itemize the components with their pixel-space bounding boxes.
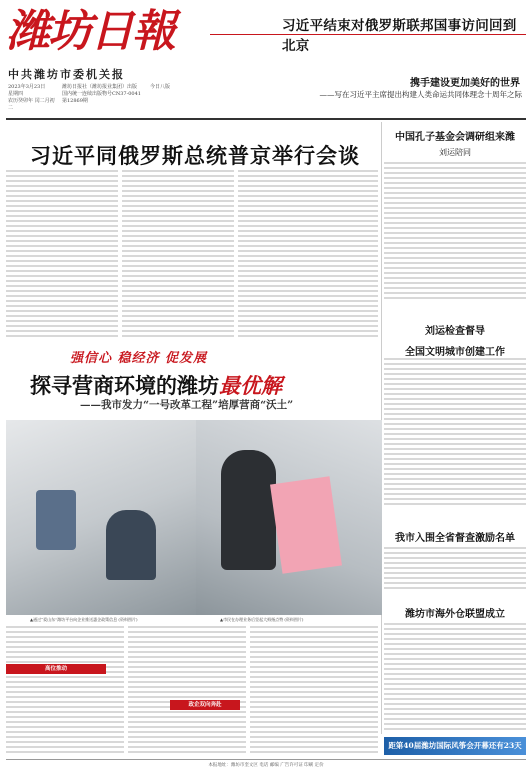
newspaper-logo: 潍坊日報 [6, 6, 174, 57]
right-story-4-body [384, 623, 526, 731]
feature-subhead: ——我市发力“一号改革工程”培厚营商“沃土” [80, 399, 294, 411]
kite-festival-countdown-banner[interactable]: 距第40届潍坊国际风筝会开幕还有23天 [384, 737, 526, 755]
right-story-4-title: 潍坊市海外仓联盟成立 [405, 609, 505, 620]
right-story-1-subtitle: 刘运陪同 [439, 148, 471, 157]
feature-body-column-1 [6, 626, 124, 754]
right-story-2-subtitle: 全国文明城市创建工作 [405, 347, 505, 358]
sub-story-subtitle: ——写在习近平主席提出构建人类命运共同体理念十周年之际 [319, 90, 522, 99]
main-story-column-1 [6, 170, 118, 340]
top-story-body [282, 38, 522, 66]
right-story-4[interactable] [384, 605, 526, 620]
main-headline[interactable]: 习近平同俄罗斯总统普京举行会谈 [30, 143, 360, 168]
masthead-logo-block [6, 6, 186, 62]
issue-publisher: 潍坊日报社（潍坊报业集团）出版 [62, 84, 138, 90]
right-story-3[interactable] [384, 529, 526, 544]
right-story-3-title: 我市入围全省督查激励名单 [395, 533, 515, 544]
photo-caption-right: ▲市民在办理业务后竖起大拇指点赞 (资料图片) [220, 617, 304, 622]
sub-story-title[interactable]: 携手建设更加美好的世界 [410, 78, 520, 89]
issue-number: 第12869期 [62, 98, 88, 104]
issue-weekday: 星期四 [8, 91, 24, 97]
main-divider [6, 118, 526, 120]
main-story-column-3 [238, 170, 378, 340]
issue-lunar: 农历癸卯年 闰二月初二 [8, 98, 55, 111]
feature-banner-text: 强信心 稳经济 促发展 [70, 351, 208, 366]
feature-body-column-2 [128, 626, 246, 754]
footer-divider [6, 759, 526, 760]
masthead-subtitle: 中共潍坊市委机关报 [8, 68, 125, 81]
right-story-1-body [384, 162, 526, 302]
photo-left-office [6, 420, 196, 615]
right-story-2-title: 刘运检查督导 [425, 326, 485, 337]
feature-headline[interactable] [30, 370, 360, 400]
footer-info: 本报地址：潍坊市奎文区 电话 邮编 广告许可证 印刷 定价 [208, 763, 324, 768]
issue-date-block [8, 84, 58, 112]
photo-caption-left: ▲通过“爱山东”潍坊平台向企业推送惠企政策信息 (资料图片) [30, 617, 138, 622]
right-story-1-title: 中国孔子基金会调研组来潍 [395, 132, 515, 143]
photo-person-right [221, 450, 276, 570]
photo-document [270, 476, 342, 573]
right-story-2-body [384, 358, 526, 508]
right-story-2[interactable] [384, 322, 526, 358]
photo-screen-icon [36, 490, 76, 550]
photo-person-left [106, 510, 156, 580]
issue-cn-code: 国内统一连续出版物号CN37-0041 [62, 91, 141, 97]
issue-date: 2023年3月23日 [8, 84, 46, 90]
section-label-high-level: 高位推动 [6, 664, 106, 674]
feature-headline-prefix: 探寻营商环境的潍坊 [30, 373, 219, 398]
issue-pages-block [150, 84, 202, 91]
header-divider [210, 34, 526, 35]
feature-photo [6, 420, 382, 615]
issue-pages: 今日八版 [150, 84, 171, 90]
main-story-column-2 [122, 170, 234, 340]
feature-body-column-3 [250, 626, 378, 754]
feature-headline-highlight: 最优解 [219, 373, 282, 398]
issue-publisher-block [62, 84, 142, 105]
section-label-bidirectional: 政企双向奔赴 [170, 700, 240, 710]
right-story-1[interactable] [384, 128, 526, 158]
right-story-3-body [384, 547, 526, 591]
top-headline[interactable]: 习近平结束对俄罗斯联邦国事访问回到北京 [282, 18, 517, 54]
feature-banner [70, 347, 310, 366]
